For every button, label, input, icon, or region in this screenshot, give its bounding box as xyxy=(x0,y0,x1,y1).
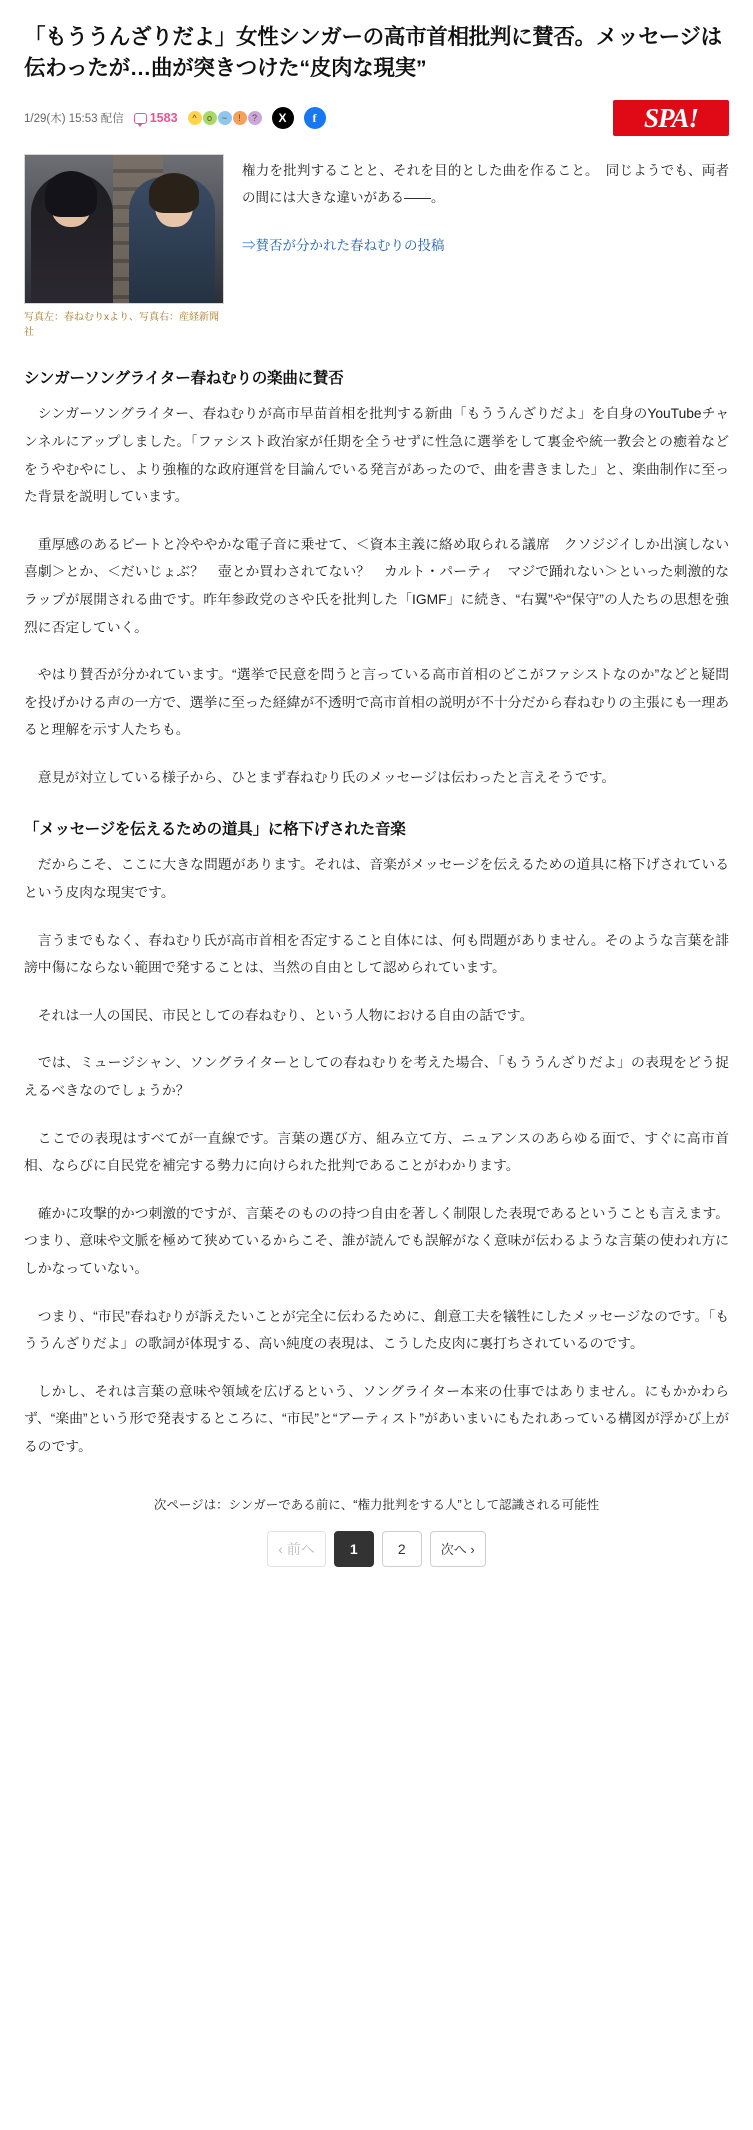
footer-strip xyxy=(24,1583,729,1591)
reaction-emoji-blue: ~ xyxy=(218,111,232,125)
article-photo-block xyxy=(24,154,224,340)
comment-count-link[interactable] xyxy=(134,111,178,125)
reaction-emoji-happy: ^ xyxy=(188,111,202,125)
section-heading-2: 「メッセージを伝えるための道具」に格下げされた音楽 xyxy=(24,821,406,839)
photo-person-left-hair xyxy=(45,171,97,217)
section-1-paragraph-1: シンガーソングライター、春ねむりが高市早苗首相を批判する新曲「もううんざりだよ」を自身のYouTubeチャンネルにアップしました。「ファシスト政治家が任期を全うせずに性急に選挙をして裏金や統一教会との癒着などをうやむやにし、より強権的な政府運営を目論んでいる発言があったので、曲を書きました」と、楽曲制作に至った背景を説明しています。 xyxy=(24,406,729,505)
share-facebook-icon[interactable]: f xyxy=(304,107,326,129)
reaction-emoji-purple: ? xyxy=(248,111,262,125)
section-1-paragraph-2: 重厚感のあるビートと冷ややかな電子音に乗せて、＜資本主義に絡め取られる議席 クソジジイしか出演しない喜劇＞とか、＜だいじょぶ？ 壺とか買わされてない？ カルト・パーティ マジで踊れない＞といった刺激的なラップが展開される曲です。昨年参政党のさや氏を批判した「IGMF」に続き、“右翼”や“保守”の人たちの思想を強烈に否定していく。 xyxy=(24,536,729,635)
section-2-paragraph-4: では、ミュージシャン、ソングライターとしての春ねむりを考えた場合、「もううんざりだよ」の表現をどう捉えるべきなのでしょうか？ xyxy=(24,1055,729,1099)
photo-caption: 写真左：春ねむりxより、写真右：産経新聞社 xyxy=(24,312,219,339)
article-photo xyxy=(24,154,224,304)
publisher-logo[interactable]: SPA! xyxy=(613,100,729,136)
article-lead-block xyxy=(242,154,729,340)
pagination-page-2[interactable]: 2 xyxy=(382,1531,422,1567)
pagination xyxy=(24,1531,729,1567)
section-2-paragraph-2: 言うまでもなく、春ねむり氏が高市首相を否定すること自体には、何も問題がありません。そのような言葉を誹謗中傷にならない範囲で発することは、当然の自由として認められています。 xyxy=(24,932,729,976)
share-x-icon[interactable]: X xyxy=(272,107,294,129)
related-article-link[interactable]: ⇒賛否が分かれた春ねむりの投稿 xyxy=(242,237,445,253)
comment-count-value: 1583 xyxy=(149,111,178,126)
pagination-next-button[interactable]: 次へ › xyxy=(430,1531,486,1567)
section-heading-1: シンガーソングライター春ねむりの楽曲に賛否 xyxy=(24,370,344,388)
section-2-paragraph-1: だからこそ、ここに大きな問題があります。それは、音楽がメッセージを伝えるための道具に格下げされているという皮肉な現実です。 xyxy=(24,857,729,901)
reaction-emoji-green: o xyxy=(203,111,217,125)
next-page-teaser[interactable]: 次ページは：シンガーである前に、“権力批判をする人”として認識される可能性 xyxy=(153,1497,600,1512)
article-meta-row xyxy=(24,100,729,136)
section-2-paragraph-8: しかし、それは言葉の意味や領域を広げるという、ソングライター本来の仕事ではありません。にもかかわらず、“楽曲”という形で発表するところに、“市民”と“アーティスト”があいまいにもたれあっている構図が浮かび上がるのです。 xyxy=(24,1383,729,1454)
reaction-emoji-group[interactable] xyxy=(188,111,262,125)
page-title: 「もううんざりだよ」女性シンガーの高市首相批判に賛否。メッセージは伝わったが…曲が突きつけた“皮肉な現実” xyxy=(24,25,722,81)
publish-date: 1/29(木) 15:53 配信 xyxy=(24,113,124,126)
section-2-paragraph-7: つまり、“市民”春ねむりが訴えたいことが完全に伝わるために、創意工夫を犠牲にしたメッセージなのです。「もううんざりだよ」の歌詞が体現する、高い純度の表現は、こうした皮肉に裏打ちされているのです。 xyxy=(24,1308,729,1352)
photo-person-right-hair xyxy=(149,173,199,213)
section-2-paragraph-3: それは一人の国民、市民としての春ねむり、という人物における自由の話です。 xyxy=(37,1007,534,1023)
pagination-page-1[interactable]: 1 xyxy=(334,1531,374,1567)
article-top-section xyxy=(24,154,729,340)
lead-paragraph: 権力を批判することと、それを目的とした曲を作ること。 同じようでも、両者の間には大きな違いがある――。 xyxy=(242,163,729,205)
section-1-paragraph-3: やはり賛否が分かれています。“選挙で民意を問うと言っている高市首相のどこがファシストなのか”などと疑問を投げかける声の一方で、選挙に至った経緯が不透明で高市首相の説明が不十分だから春ねむりの主張にも一理あると理解を示す人たちも。 xyxy=(24,667,729,738)
section-2-paragraph-6: 確かに攻撃的かつ刺激的ですが、言葉そのものの持つ自由を著しく制限した表現であるということも言えます。つまり、意味や文脈を極めて狭めているからこそ、誰が読んでも誤解がなく意味が伝わるような言葉の使われ方にしかなっていない。 xyxy=(24,1205,729,1276)
pagination-prev-button[interactable]: ‹ 前へ xyxy=(267,1531,326,1567)
section-1-paragraph-4: 意見が対立している様子から、ひとまず春ねむり氏のメッセージは伝わったと言えそうです。 xyxy=(37,769,616,785)
comment-bubble-icon xyxy=(134,113,147,124)
section-2-paragraph-5: ここでの表現はすべてが一直線です。言葉の選び方、組み立て方、ニュアンスのあらゆる面で、すぐに高市首相、ならびに自民党を補完する勢力に向けられた批判であることがわかります。 xyxy=(24,1130,729,1174)
reaction-emoji-orange: ! xyxy=(233,111,247,125)
